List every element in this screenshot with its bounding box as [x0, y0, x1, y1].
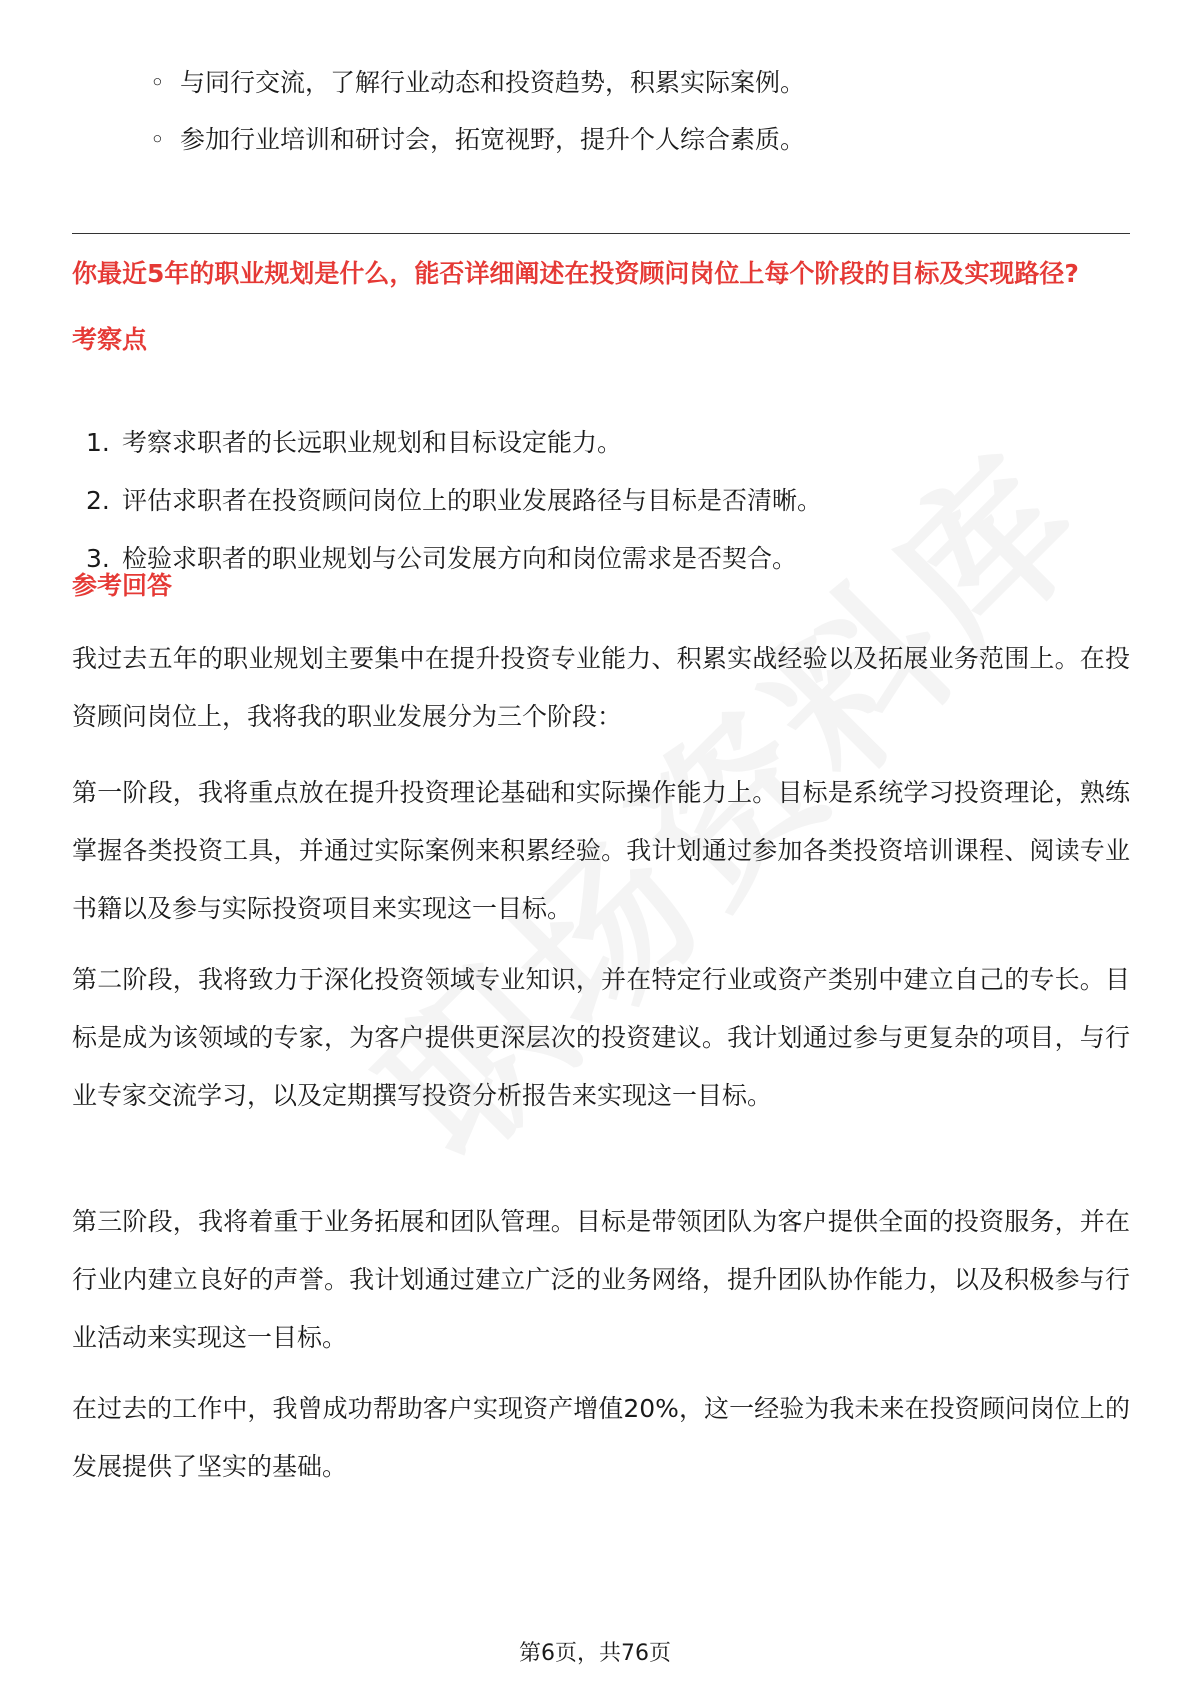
bullet-icon: ◦ — [150, 125, 165, 154]
list-item — [86, 428, 822, 458]
point-number: 2. — [86, 486, 110, 515]
section-title-points: 考察点 — [72, 325, 148, 354]
question-heading: 你最近5年的职业规划是什么，能否详细阐述在投资顾问岗位上每个阶段的目标及实现路径? — [72, 259, 1079, 288]
list-item — [86, 544, 822, 574]
point-number: 3. — [86, 544, 110, 573]
answer-paragraph-conclusion: 在过去的工作中，我曾成功帮助客户实现资产增值20%，这一经验为我未来在投资顾问岗位上的发展提供了坚实的基础。 — [72, 1394, 1130, 1481]
list-item — [150, 68, 805, 98]
list-item — [150, 125, 805, 155]
answer-paragraph-stage-2: 第二阶段，我将致力于深化投资领域专业知识，并在特定行业或资产类别中建立自己的专长。目标是成为该领域的专家，为客户提供更深层次的投资建议。我计划通过参与更复杂的项目，与行业专家交流学习，以及定期撰写投资分析报告来实现这一目标。 — [72, 965, 1130, 1110]
bullet-text: 与同行交流，了解行业动态和投资趋势，积累实际案例。 — [180, 68, 806, 97]
bullet-icon: ◦ — [150, 68, 165, 97]
point-text: 评估求职者在投资顾问岗位上的职业发展路径与目标是否清晰。 — [122, 486, 823, 515]
section-title-answer: 参考回答 — [72, 571, 173, 600]
answer-paragraph-intro: 我过去五年的职业规划主要集中在提升投资专业能力、积累实战经验以及拓展业务范围上。在投资顾问岗位上，我将我的职业发展分为三个阶段： — [72, 644, 1130, 731]
list-item — [86, 486, 822, 516]
divider — [72, 233, 1130, 234]
bullet-text: 参加行业培训和研讨会，拓宽视野，提升个人综合素质。 — [180, 125, 806, 154]
bullet-list — [150, 68, 805, 182]
document-page — [72, 0, 1130, 1684]
point-number: 1. — [86, 428, 110, 457]
points-list — [86, 428, 822, 602]
page-footer: 第6页，共76页 — [519, 1641, 671, 1666]
point-text: 考察求职者的长远职业规划和目标设定能力。 — [122, 428, 623, 457]
answer-paragraph-stage-3: 第三阶段，我将着重于业务拓展和团队管理。目标是带领团队为客户提供全面的投资服务，并在行业内建立良好的声誉。我计划通过建立广泛的业务网络，提升团队协作能力，以及积极参与行业活动来实现这一目标。 — [72, 1207, 1130, 1352]
point-text: 检验求职者的职业规划与公司发展方向和岗位需求是否契合。 — [122, 544, 798, 573]
answer-paragraph-stage-1: 第一阶段，我将重点放在提升投资理论基础和实际操作能力上。目标是系统学习投资理论，熟练掌握各类投资工具，并通过实际案例来积累经验。我计划通过参加各类投资培训课程、阅读专业书籍以及参与实际投资项目来实现这一目标。 — [72, 778, 1130, 923]
